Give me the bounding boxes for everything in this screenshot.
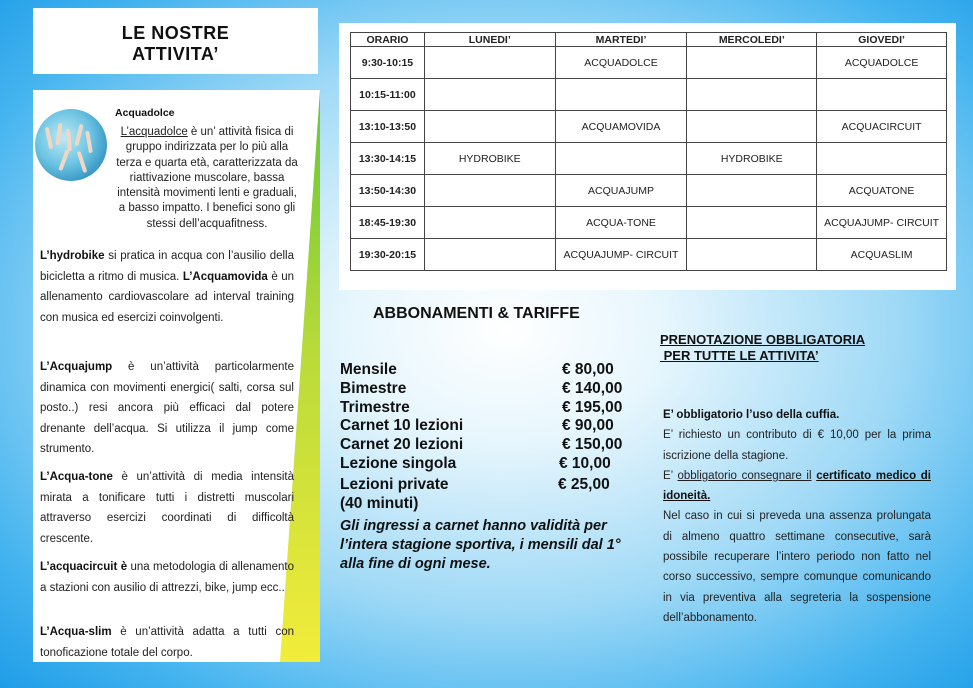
acquacircuit-text: una metodologia di allenamento a stazioni con ausilio di attrezzi, bike, jump ecc.. xyxy=(40,561,294,594)
class-cell xyxy=(424,111,555,143)
class-cell xyxy=(687,47,817,79)
acquaslim-paragraph xyxy=(40,622,294,662)
price-amount: € 25,00 xyxy=(558,475,610,493)
schedule-row xyxy=(351,111,947,143)
acquaslim-name: L’Acqua-slim xyxy=(40,626,112,638)
header-orario: ORARIO xyxy=(351,33,425,47)
class-cell xyxy=(817,143,947,175)
header-giovedi: GIOVEDI’ xyxy=(817,33,947,47)
acquadolce-heading: Acquadolce xyxy=(115,107,175,119)
class-cell xyxy=(687,79,817,111)
class-cell xyxy=(687,111,817,143)
class-cell: ACQUAJUMP xyxy=(555,175,687,207)
class-cell xyxy=(687,175,817,207)
rule-cuffia: E’ obbligatorio l’uso della cuffia. xyxy=(663,409,840,421)
schedule-row xyxy=(351,79,947,111)
schedule-table xyxy=(350,32,947,271)
class-cell: ACQUASLIM xyxy=(817,239,947,271)
price-name: Lezioni private xyxy=(340,475,449,493)
hydrobike-movida-paragraph xyxy=(40,246,294,328)
time-cell: 13:50-14:30 xyxy=(351,175,425,207)
acquatone-name: L’Acqua-tone xyxy=(40,471,113,483)
acquatone-paragraph xyxy=(40,467,294,549)
class-cell xyxy=(424,47,555,79)
class-cell: ACQUAJUMP- CIRCUIT xyxy=(555,239,687,271)
schedule-row xyxy=(351,207,947,239)
class-cell xyxy=(555,79,687,111)
time-cell: 13:30-14:15 xyxy=(351,143,425,175)
price-amount: € 10,00 xyxy=(559,454,611,472)
activities-panel xyxy=(33,90,320,662)
time-cell: 9:30-10:15 xyxy=(351,47,425,79)
acquajump-paragraph xyxy=(40,357,294,460)
acquacircuit-name: L’acquacircuit è xyxy=(40,561,128,573)
price-name: (40 minuti) xyxy=(340,494,419,512)
schedule-row xyxy=(351,47,947,79)
activities-title-box xyxy=(33,8,318,74)
booking-rules xyxy=(663,405,931,628)
acquajump-text: è un’attività particolarmente dinamica con movimenti energici( salti, corsa sul posto..) resi ancora più efficaci dal potere drenante dell’acqua. Si utilizza il jump come strumento. xyxy=(40,361,294,455)
price-amount: € 195,00 xyxy=(562,398,623,416)
class-cell xyxy=(555,143,687,175)
acquadolce-name: L’acquadolce xyxy=(120,126,188,138)
booking-title xyxy=(660,332,865,364)
class-cell: ACQUADOLCE xyxy=(817,47,947,79)
class-cell xyxy=(817,79,947,111)
rule-certificato-prefix: E’ xyxy=(663,469,678,482)
header-mercoledi: MERCOLEDI’ xyxy=(687,33,817,47)
acquadolce-text: è un’ attività fisica di gruppo indirizzata per lo più alla terza e quarta età, caratterizzata da riattivazione muscolare, bassa intensità movimenti lenti e graduali, a basso impatto. I benefici sono gli stessi dell’acquafitness. xyxy=(116,126,298,230)
booking-title-line1: PRENOTAZIONE OBBLIGATORIA xyxy=(660,332,866,347)
class-cell xyxy=(424,207,555,239)
class-cell xyxy=(424,79,555,111)
class-cell xyxy=(424,239,555,271)
price-amount: € 150,00 xyxy=(562,436,623,454)
class-cell: ACQUATONE xyxy=(817,175,947,207)
acquamovida-name: L’Acquamovida xyxy=(182,270,268,283)
class-cell: ACQUAMOVIDA xyxy=(555,111,687,143)
class-cell: ACQUACIRCUIT xyxy=(817,111,947,143)
rule-certificato xyxy=(663,466,931,507)
schedule-panel xyxy=(339,23,956,290)
price-name: Lezione singola xyxy=(340,454,457,472)
rule-certificato-text: obbligatorio consegnare il xyxy=(677,469,812,482)
booking-title-line2: PER TUTTE LE ATTIVITA’ xyxy=(660,348,819,363)
acquacircuit-paragraph xyxy=(40,557,294,598)
header-lunedi: LUNEDI’ xyxy=(424,33,555,47)
rule-assenza: Nel caso in cui si preveda una assenza prolungata di almeno quattro settimane consecutive, sarà possibile recuperare l’intero periodo non fatto nel corso successivo, sempre comunque comunicando in via preventiva alla segreteria la sospensione dell’abbonamento. xyxy=(663,510,931,624)
class-cell: ACQUADOLCE xyxy=(555,47,687,79)
pricing-note: Gli ingressi a carnet hanno validità per l’intera stagione sportiva, i mensili dal 1° alla fine di ogni mese. xyxy=(340,518,621,572)
rule-certificato-bold: certificato medico di idoneità. xyxy=(663,469,931,503)
class-cell xyxy=(424,175,555,207)
acquatone-text: è un’attività di media intensità mirata a tonificare tutti i distretti muscolari attraverso esercizi coordinati di difficoltà crescente. xyxy=(40,471,294,545)
acquamovida-text: è un allenamento cardiovascolare ad interval training con musica ed esercizi coinvolgenti. xyxy=(40,270,295,324)
swimmers-photo xyxy=(35,109,107,181)
hydrobike-text: si pratica in acqua con l’ausilio della bicicletta a ritmo di musica. xyxy=(40,250,294,283)
time-cell: 10:15-11:00 xyxy=(351,79,425,111)
class-cell: HYDROBIKE xyxy=(424,143,555,175)
header-martedi: MARTEDI’ xyxy=(555,33,687,47)
class-cell: HYDROBIKE xyxy=(687,143,817,175)
price-amount: € 140,00 xyxy=(562,379,623,397)
price-amount: € 80,00 xyxy=(562,361,614,378)
schedule-row xyxy=(351,239,947,271)
class-cell: ACQUAJUMP- CIRCUIT xyxy=(817,207,947,239)
schedule-header-row xyxy=(351,33,947,47)
page-title-line2: ATTIVITA’ xyxy=(132,44,219,64)
time-cell: 19:30-20:15 xyxy=(351,239,425,271)
hydrobike-name: L’hydrobike xyxy=(40,250,105,262)
price-name: Carnet 10 lezioni xyxy=(340,417,464,435)
rule-contributo: E’ richiesto un contributo di € 10,00 per la prima iscrizione della stagione. xyxy=(663,429,931,462)
acquaslim-text: è un’attività adatta a tutti con tonoficazione totale del corpo. xyxy=(40,626,294,659)
class-cell xyxy=(687,207,817,239)
page-title-line1: LE NOSTRE xyxy=(121,23,230,43)
class-cell xyxy=(687,239,817,271)
class-cell: ACQUA-TONE xyxy=(555,207,687,239)
schedule-row xyxy=(351,143,947,175)
price-amount: € 90,00 xyxy=(562,417,614,435)
schedule-row xyxy=(351,175,947,207)
price-name: Mensile xyxy=(340,361,397,378)
acquadolce-description xyxy=(115,125,299,232)
acquajump-name: L’Acquajump xyxy=(40,361,113,373)
price-name: Bimestre xyxy=(340,379,407,397)
price-name: Trimestre xyxy=(340,398,410,416)
time-cell: 13:10-13:50 xyxy=(351,111,425,143)
price-name: Carnet 20 lezioni xyxy=(340,436,464,454)
pricing-title: ABBONAMENTI & TARIFFE xyxy=(373,305,580,322)
time-cell: 18:45-19:30 xyxy=(351,207,425,239)
